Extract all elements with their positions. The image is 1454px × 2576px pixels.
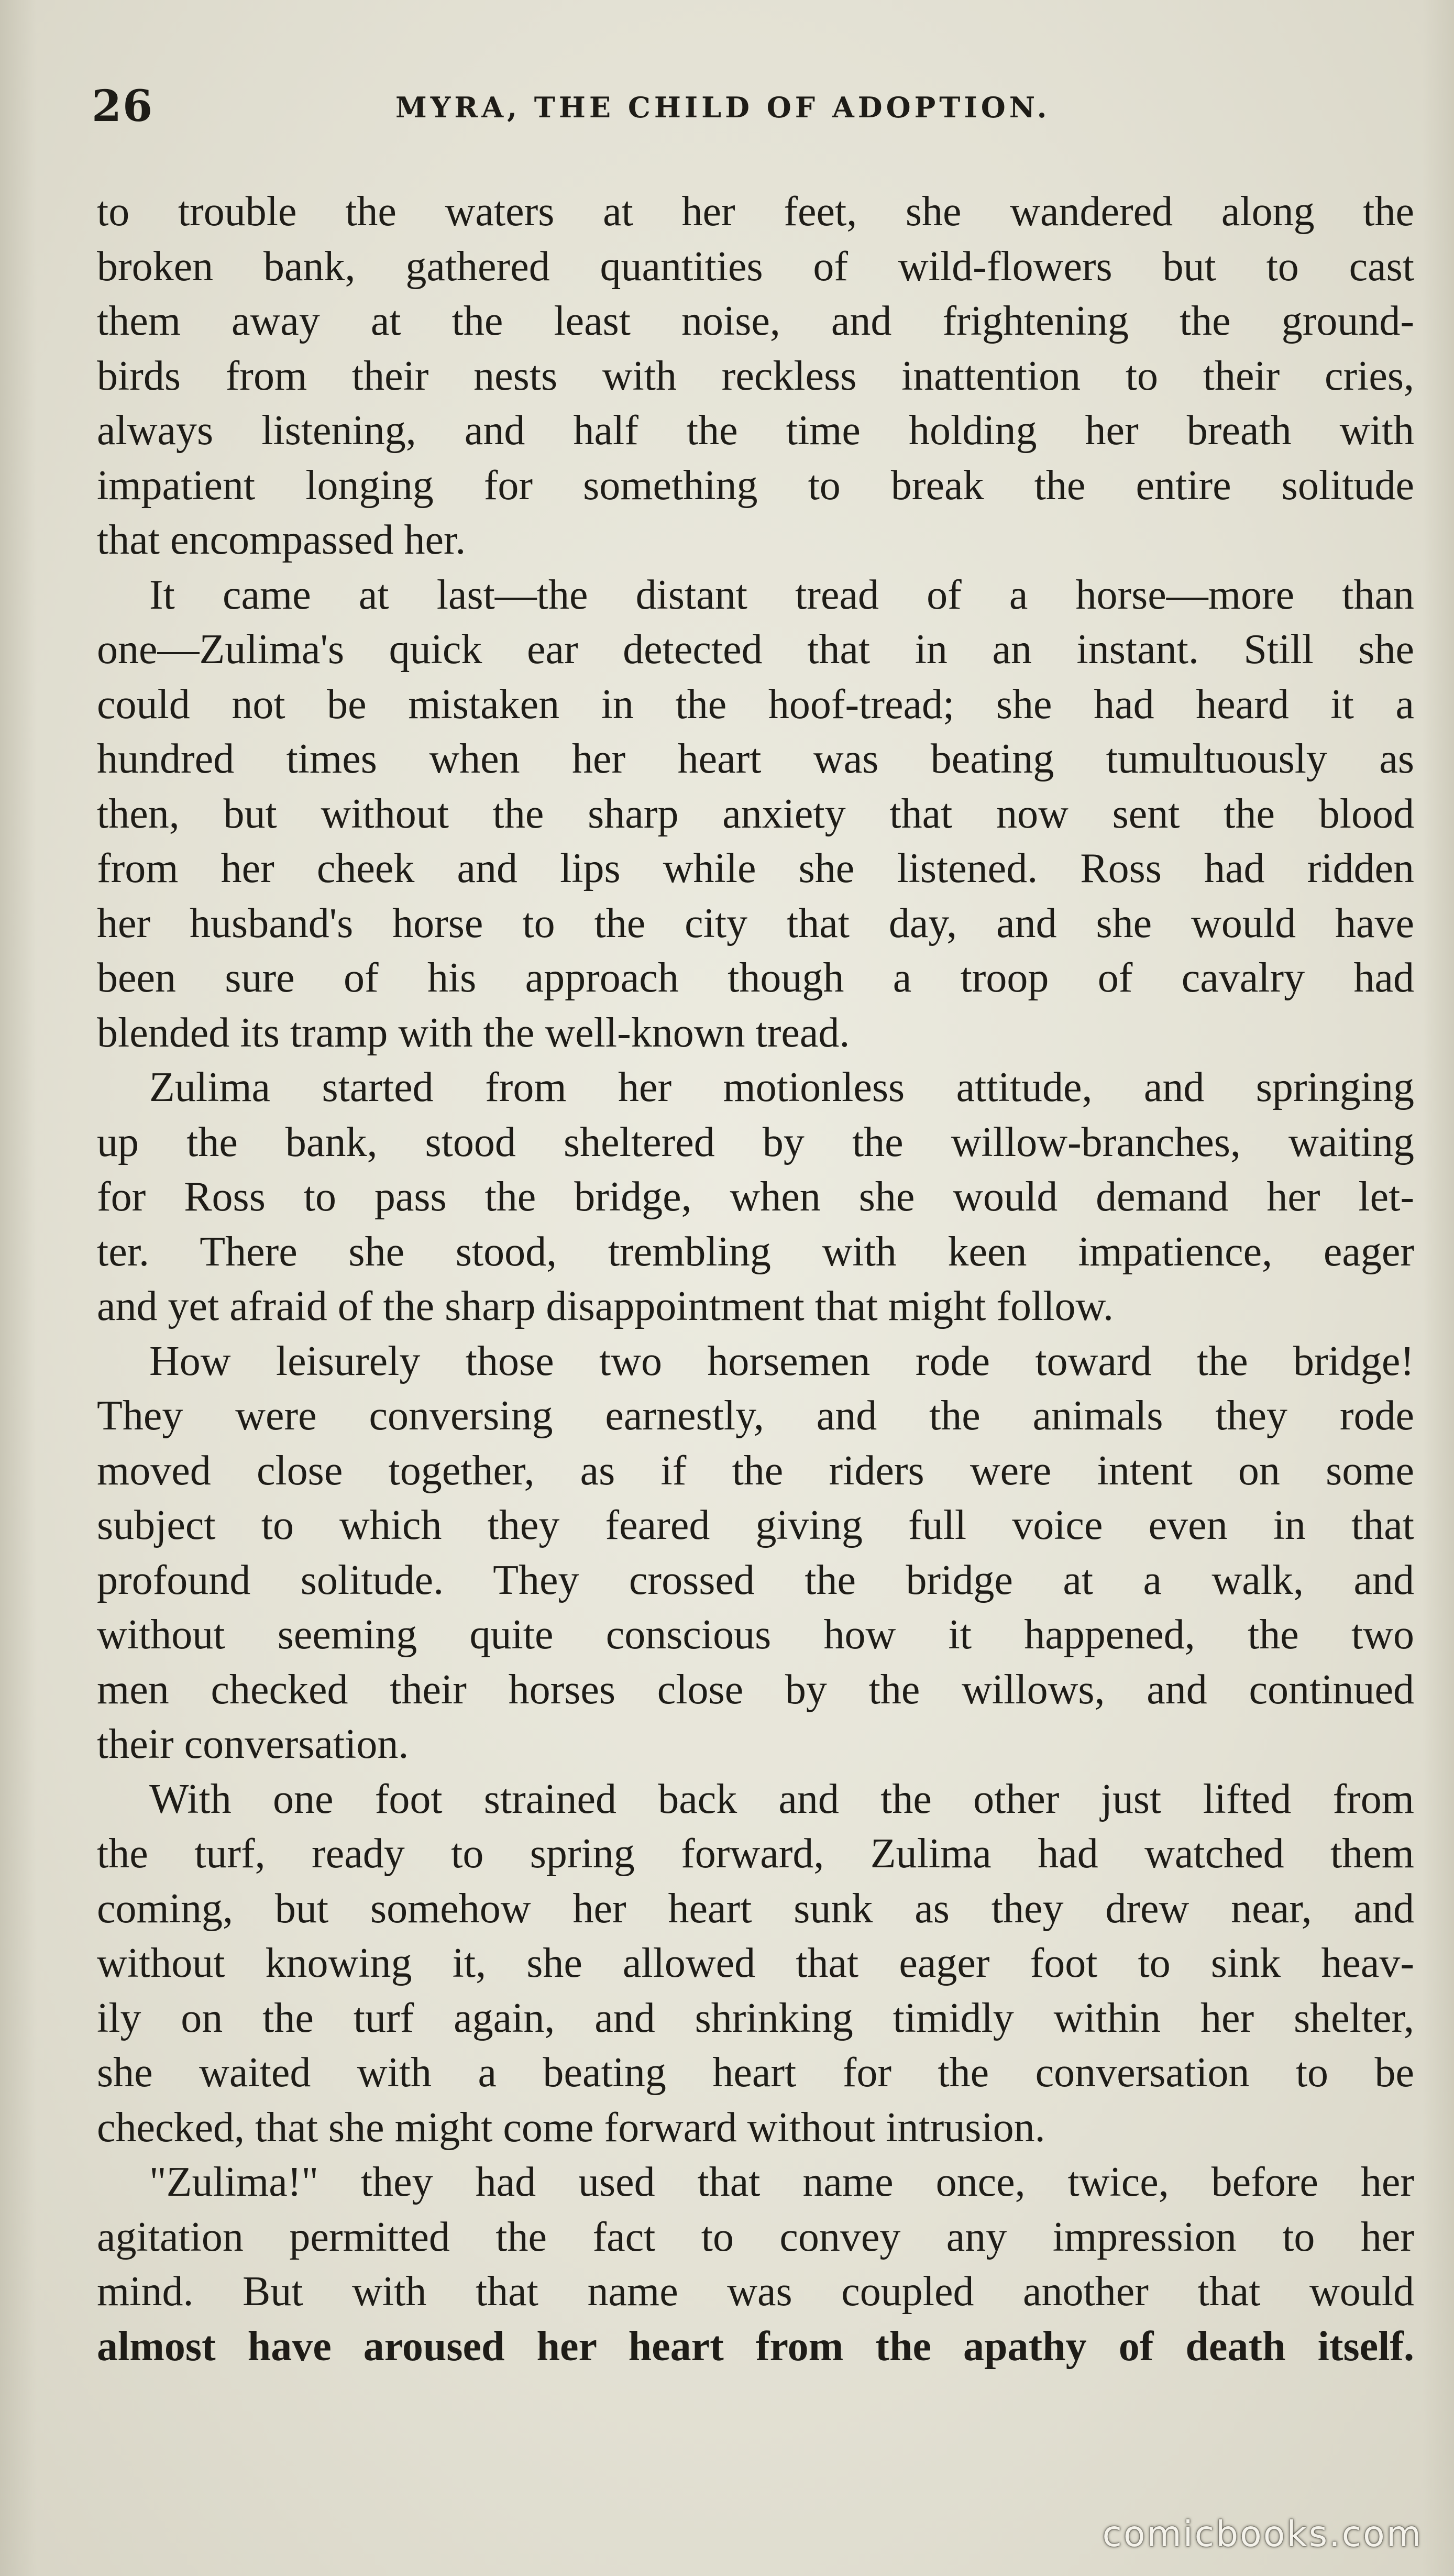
text-line: It came at last—the distant tread of a horse—more than (149, 571, 1414, 618)
text-line: men checked their horses close by the willows, and continued (97, 1666, 1414, 1713)
text-line: without knowing it, she allowed that eager foot to sink heav- (97, 1940, 1414, 1986)
watermark: comicbooks.com (1102, 2514, 1423, 2555)
text-line: and yet afraid of the sharp disappointment that might follow. (97, 1283, 1114, 1329)
text-line: she waited with a beating heart for the conversation to be (97, 2050, 1414, 2096)
text-line: With one foot strained back and the other just lifted from (149, 1776, 1414, 1822)
running-head: MYRA, THE CHILD OF ADOPTION. (395, 91, 1051, 124)
text-line: that encompassed her. (97, 517, 466, 563)
text-line: almost have aroused her heart from the apathy of death itself. (97, 2323, 1414, 2370)
text-line: moved close together, as if the riders were intent on some (97, 1447, 1414, 1494)
page-left-shadow (0, 0, 37, 2576)
text-line: How leisurely those two horsemen rode toward the bridge! (149, 1338, 1414, 1384)
page-right-shadow (1423, 0, 1454, 2576)
text-line: checked, that she might come forward without intrusion. (97, 2104, 1045, 2151)
text-line: without seeming quite conscious how it happened, the two (97, 1612, 1414, 1658)
text-line: ter. There she stood, trembling with keen impatience, eager (97, 1228, 1414, 1275)
text-line: them away at the least noise, and frightening the ground- (97, 298, 1414, 344)
text-line: her husband's horse to the city that day, and she would have (97, 900, 1414, 946)
text-line: one—Zulima's quick ear detected that in an instant. Still she (97, 626, 1414, 673)
text-line: from her cheek and lips while she listened. Ross had ridden (97, 845, 1414, 891)
text-line: ily on the turf again, and shrinking timidly within her shelter, (97, 1995, 1414, 2041)
text-line: to trouble the waters at her feet, she wandered along the (97, 189, 1414, 235)
text-line: hundred times when her heart was beating tumultuously as (97, 736, 1414, 782)
page-number: 26 (92, 81, 154, 131)
text-line: coming, but somehow her heart sunk as they drew near, and (97, 1885, 1414, 1932)
text-line: then, but without the sharp anxiety that now sent the blood (97, 790, 1414, 837)
text-line: subject to which they feared giving full voice even in that (97, 1502, 1414, 1548)
text-line: could not be mistaken in the hoof-tread; she had heard it a (97, 681, 1414, 728)
text-line: agitation permitted the fact to convey any impression to her (97, 2214, 1414, 2260)
text-line: the turf, ready to spring forward, Zulima had watched them (97, 1831, 1414, 1877)
text-line: their conversation. (97, 1721, 409, 1767)
text-line: impatient longing for something to break the entire solitude (97, 462, 1414, 509)
text-line: "Zulima!" they had used that name once, twice, before her (149, 2159, 1414, 2205)
text-line: birds from their nests with reckless inattention to their cries, (97, 353, 1414, 399)
body-text (97, 184, 1414, 2374)
text-line: for Ross to pass the bridge, when she would demand her let- (97, 1174, 1414, 1220)
text-line: blended its tramp with the well-known tread. (97, 1009, 850, 1056)
text-line: been sure of his approach though a troop of cavalry had (97, 955, 1414, 1001)
text-line: always listening, and half the time holding her breath with (97, 408, 1414, 454)
text-line: profound solitude. They crossed the bridge at a walk, and (97, 1557, 1414, 1603)
page-header (92, 71, 1412, 144)
text-line: They were conversing earnestly, and the animals they rode (97, 1393, 1414, 1439)
text-line: up the bank, stood sheltered by the willow-branches, waiting (97, 1119, 1414, 1165)
text-line: Zulima started from her motionless attitude, and springing (149, 1064, 1414, 1110)
text-line: broken bank, gathered quantities of wild-flowers but to cast (97, 243, 1414, 290)
text-line: mind. But with that name was coupled another that would (97, 2269, 1414, 2315)
